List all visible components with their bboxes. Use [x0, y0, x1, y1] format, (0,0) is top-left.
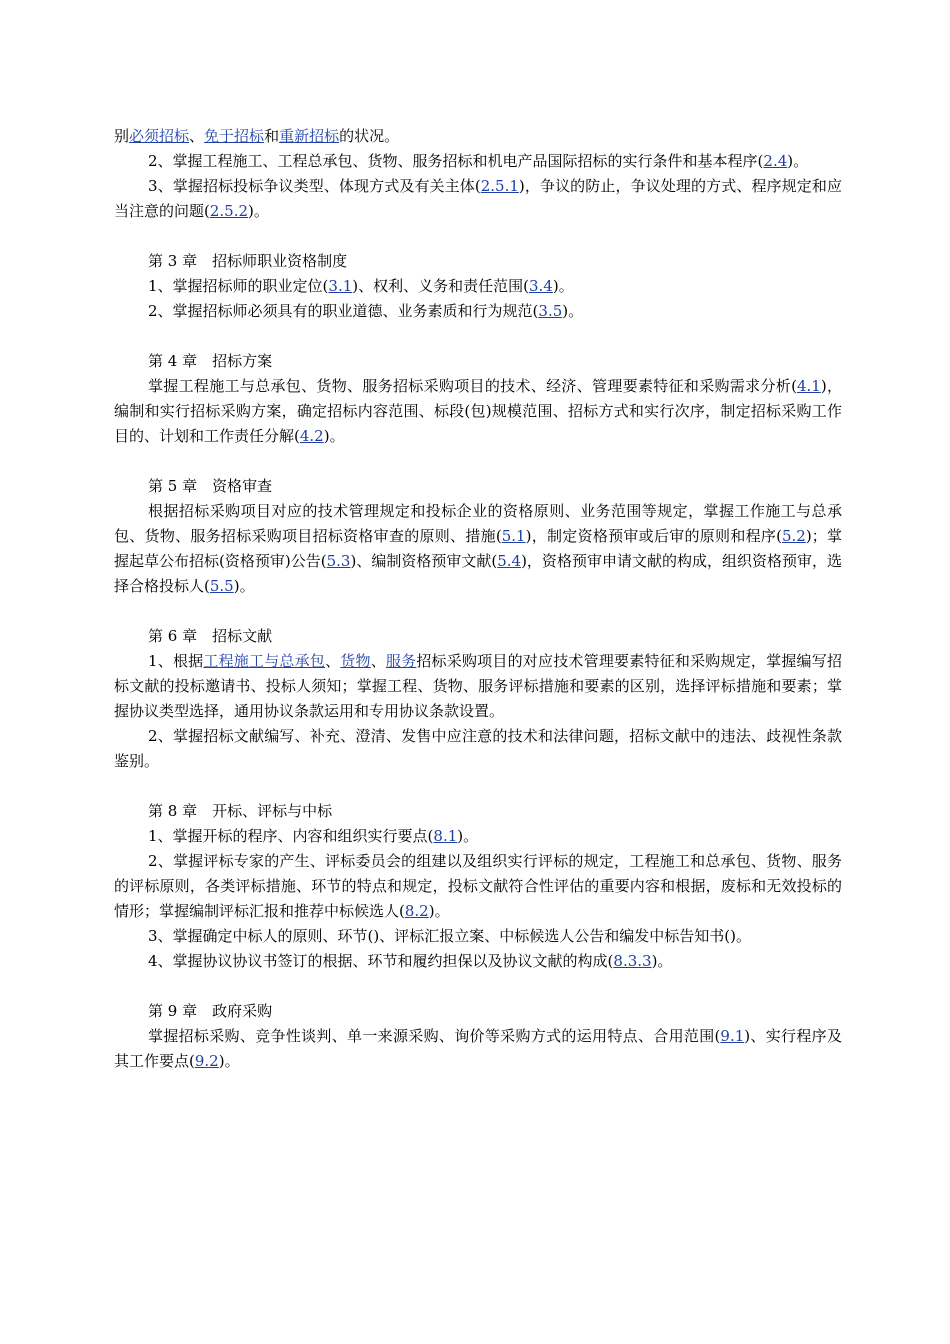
text: )、编制资格预审文献(: [350, 552, 498, 570]
link-goods[interactable]: 货物: [340, 652, 371, 670]
text: )、权利、义务和责任范围(: [352, 277, 529, 295]
text: )。: [651, 952, 673, 970]
spacer: [114, 974, 842, 999]
text: 根据招标采购项目对应的技术管理规定和投标企业的资格原则、业务范围等规定，掌握工作施工与总承包、货物、服务招标采购项目招标资格审查的原则、措施(: [114, 502, 842, 545]
text: )。: [428, 902, 450, 920]
link-8-3-3[interactable]: 8.3.3: [613, 952, 652, 970]
text: )、实行程序及其工作要点(: [114, 1027, 842, 1070]
link-5-3[interactable]: 5.3: [326, 552, 351, 570]
link-5-1[interactable]: 5.1: [501, 527, 526, 545]
chapter-5-heading: 第 5 章 资格审查: [148, 477, 273, 495]
link-8-2[interactable]: 8.2: [404, 902, 429, 920]
text: )，编制和实行招标采购方案，确定招标内容范围、标段(包)规模范围、招标方式和实行次序，制定招标采购工作目的、计划和工作责任分解(: [114, 377, 842, 445]
paragraph-ch6-2: 2、掌握招标文献编写、补充、澄清、发售中应注意的技术和法律问题，招标文献中的违法、歧视性条款鉴别。: [114, 727, 842, 770]
text: )。: [218, 1052, 240, 1070]
link-5-2[interactable]: 5.2: [782, 527, 806, 545]
link-5-5[interactable]: 5.5: [209, 577, 234, 595]
spacer: [114, 774, 842, 799]
link-must-tender[interactable]: 必须招标: [129, 127, 190, 145]
text: )。: [248, 202, 269, 220]
text: )；掌握起草公布招标(资格预审)公告(: [114, 527, 842, 570]
text: )，争议的防止，争议处理的方式、程序规定和应当注意的问题(: [114, 177, 842, 220]
paragraph-ch8-1: [114, 824, 842, 849]
paragraph-ch5-1: [114, 499, 842, 599]
link-re-tender[interactable]: 重新招标: [279, 127, 340, 145]
text: 1、掌握招标师的职业定位(: [148, 277, 329, 295]
spacer: [114, 449, 842, 474]
text: )。: [233, 577, 255, 595]
text: 招标采购项目的对应技术管理要素特征和采购规定，掌握编写招标文献的投标邀请书、投标人须知；掌握工程、货物、服务评标措施和要素的区别，选择评标措施和要素；掌握协议类型选择，通用协议条款运用和专用协议条款设置。: [114, 652, 842, 720]
link-3-1[interactable]: 3.1: [328, 277, 353, 295]
link-4-1[interactable]: 4.1: [796, 377, 821, 395]
text: 4、掌握协议协议书签订的根据、环节和履约担保以及协议文献的构成(: [148, 952, 614, 970]
link-3-5[interactable]: 3.5: [538, 302, 563, 320]
link-3-4[interactable]: 3.4: [528, 277, 553, 295]
paragraph-ch9-1: [114, 1024, 842, 1074]
chapter-8-heading: 第 8 章 开标、评标与中标: [148, 802, 333, 820]
paragraph-ch8-2: [114, 849, 842, 924]
paragraph-intro-2: [114, 174, 842, 224]
link-9-2[interactable]: 9.2: [194, 1052, 219, 1070]
chapter-4-heading: 第 4 章 招标方案: [148, 352, 273, 370]
link-services[interactable]: 服务: [385, 652, 417, 670]
document-page: [114, 124, 842, 1074]
text: 和: [264, 127, 280, 145]
paragraph-ch3-1: [114, 274, 842, 299]
spacer: [114, 224, 842, 249]
chapter-3-heading: 第 3 章 招标师职业资格制度: [148, 252, 348, 270]
link-5-4[interactable]: 5.4: [497, 552, 522, 570]
text: 、: [325, 652, 341, 670]
text: )。: [787, 152, 809, 170]
paragraph-ch3-2: [114, 299, 842, 324]
text: )。: [562, 302, 584, 320]
spacer: [114, 599, 842, 624]
link-exempt-tender[interactable]: 免于招标: [204, 127, 265, 145]
link-8-1[interactable]: 8.1: [433, 827, 458, 845]
paragraph-ch6-1: [114, 649, 842, 724]
text: )。: [552, 277, 574, 295]
text: 、: [189, 127, 205, 145]
text: 别: [114, 127, 130, 145]
text: 1、掌握开标的程序、内容和组织实行要点(: [148, 827, 434, 845]
link-construction[interactable]: 工程施工与总承包: [203, 652, 326, 670]
spacer: [114, 324, 842, 349]
link-2-5-1[interactable]: 2.5.1: [480, 177, 519, 195]
link-2-5-2[interactable]: 2.5.2: [209, 202, 249, 220]
text: )。: [323, 427, 345, 445]
chapter-6-heading: 第 6 章 招标文献: [148, 627, 273, 645]
link-4-2[interactable]: 4.2: [299, 427, 324, 445]
paragraph-ch4-1: [114, 374, 842, 449]
paragraph-intro-0: [114, 124, 842, 149]
text: 1、根据: [148, 652, 204, 670]
text: 掌握招标采购、竞争性谈判、单一来源采购、询价等采购方式的运用特点、合用范围(: [148, 1027, 721, 1045]
text: )，资格预审申请文献的构成，组织资格预审，选择合格投标人(: [114, 552, 842, 595]
chapter-9-heading: 第 9 章 政府采购: [148, 1002, 273, 1020]
text: 、: [370, 652, 386, 670]
text: 2、掌握评标专家的产生、评标委员会的组建以及组织实行评标的规定，工程施工和总承包、货物、服务的评标原则，各类评标措施、环节的特点和规定，投标文献符合性评估的重要内容和根据，废标和无效投标的情形；掌握编制评标汇报和推荐中标候选人(: [114, 852, 842, 920]
text: 的状况。: [339, 127, 400, 145]
paragraph-intro-1: [114, 149, 842, 174]
text: 2、掌握招标师必须具有的职业道德、业务素质和行为规范(: [148, 302, 539, 320]
paragraph-ch8-3: 3、掌握确定中标人的原则、环节()、评标汇报立案、中标候选人公告和编发中标告知书()。: [148, 927, 751, 945]
link-2-4[interactable]: 2.4: [763, 152, 788, 170]
text: )。: [457, 827, 479, 845]
text: 3、掌握招标投标争议类型、体现方式及有关主体(: [148, 177, 481, 195]
link-9-1[interactable]: 9.1: [720, 1027, 745, 1045]
paragraph-ch8-4: [114, 949, 842, 974]
text: 2、掌握工程施工、工程总承包、货物、服务招标和机电产品国际招标的实行条件和基本程序(: [148, 152, 764, 170]
text: 掌握工程施工与总承包、货物、服务招标采购项目的技术、经济、管理要素特征和采购需求分析(: [148, 377, 797, 395]
text: )，制定资格预审或后审的原则和程序(: [525, 527, 782, 545]
